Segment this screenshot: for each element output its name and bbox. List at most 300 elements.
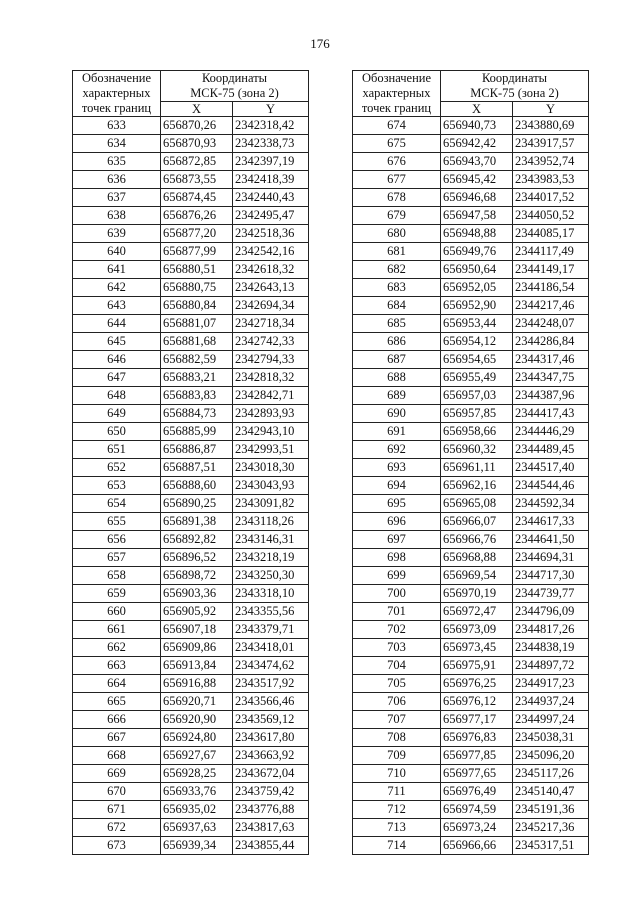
x-coordinate-cell: 656976,49: [441, 783, 513, 801]
point-number-cell: 641: [73, 261, 161, 279]
table-row: [73, 387, 309, 405]
x-coordinate-cell: 656880,75: [161, 279, 233, 297]
point-number-cell: 707: [353, 711, 441, 729]
x-coordinate-cell: 656954,12: [441, 333, 513, 351]
table-row: [353, 297, 589, 315]
table-row: [73, 729, 309, 747]
y-coordinate-cell: 2344544,46: [513, 477, 589, 495]
y-coordinate-cell: 2343218,19: [233, 549, 309, 567]
y-coordinate-cell: 2342742,33: [233, 333, 309, 351]
point-number-cell: 665: [73, 693, 161, 711]
point-number-cell: 634: [73, 135, 161, 153]
table-row: [73, 369, 309, 387]
point-number-cell: 684: [353, 297, 441, 315]
y-coordinate-cell: 2344117,49: [513, 243, 589, 261]
x-coordinate-cell: 656880,84: [161, 297, 233, 315]
y-coordinate-cell: 2344286,84: [513, 333, 589, 351]
point-number-cell: 659: [73, 585, 161, 603]
x-coordinate-cell: 656945,42: [441, 171, 513, 189]
point-number-cell: 673: [73, 837, 161, 855]
table-row: [73, 513, 309, 531]
y-coordinate-cell: 2345038,31: [513, 729, 589, 747]
table-row: [73, 495, 309, 513]
y-coordinate-cell: 2343418,01: [233, 639, 309, 657]
point-number-cell: 643: [73, 297, 161, 315]
table-row: [353, 405, 589, 423]
x-coordinate-cell: 656877,99: [161, 243, 233, 261]
x-coordinate-cell: 656952,05: [441, 279, 513, 297]
point-number-cell: 711: [353, 783, 441, 801]
table-row: [353, 243, 589, 261]
y-coordinate-cell: 2345191,36: [513, 801, 589, 819]
y-coordinate-cell: 2344517,40: [513, 459, 589, 477]
point-number-cell: 668: [73, 747, 161, 765]
table-row: [73, 297, 309, 315]
y-coordinate-cell: 2343663,92: [233, 747, 309, 765]
table-row: [73, 621, 309, 639]
table-row: [353, 333, 589, 351]
x-coordinate-cell: 656948,88: [441, 225, 513, 243]
y-coordinate-cell: 2344796,09: [513, 603, 589, 621]
table-row: [353, 189, 589, 207]
table-row: [353, 315, 589, 333]
x-coordinate-cell: 656874,45: [161, 189, 233, 207]
table-row: [353, 639, 589, 657]
table-row: [73, 423, 309, 441]
x-coordinate-cell: 656885,99: [161, 423, 233, 441]
table-row: [73, 711, 309, 729]
y-coordinate-cell: 2343118,26: [233, 513, 309, 531]
point-number-cell: 710: [353, 765, 441, 783]
table-row: [353, 495, 589, 513]
table-row: [73, 333, 309, 351]
table-row: [353, 351, 589, 369]
x-column-header: X: [161, 102, 233, 117]
y-coordinate-cell: 2343880,69: [513, 117, 589, 135]
x-coordinate-cell: 656883,21: [161, 369, 233, 387]
table-row: [73, 531, 309, 549]
point-number-cell: 692: [353, 441, 441, 459]
y-coordinate-cell: 2342542,16: [233, 243, 309, 261]
y-coordinate-cell: 2344592,34: [513, 495, 589, 513]
point-number-cell: 690: [353, 405, 441, 423]
coordinates-table-left: [72, 70, 309, 855]
x-coordinate-cell: 656949,76: [441, 243, 513, 261]
y-coordinate-cell: 2343566,46: [233, 693, 309, 711]
y-coordinate-cell: 2344446,29: [513, 423, 589, 441]
table-row: [73, 477, 309, 495]
y-coordinate-cell: 2344817,26: [513, 621, 589, 639]
point-number-cell: 694: [353, 477, 441, 495]
y-coordinate-cell: 2343146,31: [233, 531, 309, 549]
x-coordinate-cell: 656977,17: [441, 711, 513, 729]
y-coordinate-cell: 2345217,36: [513, 819, 589, 837]
y-coordinate-cell: 2342993,51: [233, 441, 309, 459]
x-coordinate-cell: 656888,60: [161, 477, 233, 495]
table-row: [73, 351, 309, 369]
point-number-cell: 666: [73, 711, 161, 729]
x-coordinate-cell: 656876,26: [161, 207, 233, 225]
x-coordinate-cell: 656896,52: [161, 549, 233, 567]
y-coordinate-cell: 2343569,12: [233, 711, 309, 729]
y-coordinate-cell: 2345096,20: [513, 747, 589, 765]
point-number-cell: 662: [73, 639, 161, 657]
point-number-cell: 685: [353, 315, 441, 333]
y-coordinate-cell: 2345317,51: [513, 837, 589, 855]
x-coordinate-cell: 656942,42: [441, 135, 513, 153]
x-coordinate-cell: 656920,71: [161, 693, 233, 711]
y-coordinate-cell: 2344694,31: [513, 549, 589, 567]
y-coordinate-cell: 2343018,30: [233, 459, 309, 477]
y-coordinate-cell: 2342794,33: [233, 351, 309, 369]
x-coordinate-cell: 656972,47: [441, 603, 513, 621]
y-coordinate-cell: 2344417,43: [513, 405, 589, 423]
table-row: [73, 639, 309, 657]
table-row: [353, 783, 589, 801]
y-coordinate-cell: 2342338,73: [233, 135, 309, 153]
table-row: [353, 603, 589, 621]
y-coordinate-cell: 2344050,52: [513, 207, 589, 225]
x-coordinate-cell: 656965,08: [441, 495, 513, 513]
y-coordinate-cell: 2344739,77: [513, 585, 589, 603]
point-number-cell: 636: [73, 171, 161, 189]
y-coordinate-cell: 2344617,33: [513, 513, 589, 531]
point-number-cell: 691: [353, 423, 441, 441]
x-coordinate-cell: 656950,64: [441, 261, 513, 279]
x-coordinate-cell: 656872,85: [161, 153, 233, 171]
y-coordinate-cell: 2344717,30: [513, 567, 589, 585]
y-column-header: Y: [233, 102, 309, 117]
x-coordinate-cell: 656947,58: [441, 207, 513, 225]
y-coordinate-cell: 2344017,52: [513, 189, 589, 207]
x-coordinate-cell: 656973,45: [441, 639, 513, 657]
x-coordinate-cell: 656928,25: [161, 765, 233, 783]
x-coordinate-cell: 656961,11: [441, 459, 513, 477]
point-number-cell: 689: [353, 387, 441, 405]
point-number-cell: 704: [353, 657, 441, 675]
y-coordinate-cell: 2342643,13: [233, 279, 309, 297]
table-row: [73, 765, 309, 783]
x-coordinate-cell: 656920,90: [161, 711, 233, 729]
x-coordinate-cell: 656940,73: [441, 117, 513, 135]
x-coordinate-cell: 656891,38: [161, 513, 233, 531]
y-column-header: Y: [513, 102, 589, 117]
table-row: [73, 585, 309, 603]
y-coordinate-cell: 2344387,96: [513, 387, 589, 405]
x-coordinate-cell: 656957,03: [441, 387, 513, 405]
table-row: [353, 171, 589, 189]
x-coordinate-cell: 656937,63: [161, 819, 233, 837]
x-coordinate-cell: 656952,90: [441, 297, 513, 315]
point-number-cell: 683: [353, 279, 441, 297]
x-coordinate-cell: 656880,51: [161, 261, 233, 279]
table-row: [73, 441, 309, 459]
point-number-cell: 648: [73, 387, 161, 405]
x-coordinate-cell: 656946,68: [441, 189, 513, 207]
table-row: [353, 135, 589, 153]
table-row: [73, 135, 309, 153]
x-coordinate-cell: 656935,02: [161, 801, 233, 819]
x-coordinate-cell: 656966,76: [441, 531, 513, 549]
x-coordinate-cell: 656976,25: [441, 675, 513, 693]
point-number-cell: 688: [353, 369, 441, 387]
point-number-cell: 655: [73, 513, 161, 531]
point-number-cell: 657: [73, 549, 161, 567]
point-number-cell: 652: [73, 459, 161, 477]
y-coordinate-cell: 2344997,24: [513, 711, 589, 729]
x-coordinate-cell: 656954,65: [441, 351, 513, 369]
point-number-cell: 658: [73, 567, 161, 585]
y-coordinate-cell: 2342518,36: [233, 225, 309, 243]
x-coordinate-cell: 656905,92: [161, 603, 233, 621]
point-number-cell: 671: [73, 801, 161, 819]
point-number-cell: 693: [353, 459, 441, 477]
point-number-cell: 638: [73, 207, 161, 225]
point-number-cell: 682: [353, 261, 441, 279]
point-number-cell: 680: [353, 225, 441, 243]
y-coordinate-cell: 2343983,53: [513, 171, 589, 189]
table-row: [73, 675, 309, 693]
x-coordinate-cell: 656943,70: [441, 153, 513, 171]
point-number-cell: 698: [353, 549, 441, 567]
y-coordinate-cell: 2343776,88: [233, 801, 309, 819]
point-number-cell: 712: [353, 801, 441, 819]
y-coordinate-cell: 2342397,19: [233, 153, 309, 171]
y-coordinate-cell: 2342418,39: [233, 171, 309, 189]
table-row: [353, 621, 589, 639]
point-number-cell: 696: [353, 513, 441, 531]
point-number-cell: 660: [73, 603, 161, 621]
x-coordinate-cell: 656913,84: [161, 657, 233, 675]
point-number-cell: 663: [73, 657, 161, 675]
y-coordinate-cell: 2342694,34: [233, 297, 309, 315]
y-coordinate-cell: 2343672,04: [233, 765, 309, 783]
y-coordinate-cell: 2344085,17: [513, 225, 589, 243]
x-coordinate-cell: 656884,73: [161, 405, 233, 423]
y-coordinate-cell: 2344186,54: [513, 279, 589, 297]
x-coordinate-cell: 656890,25: [161, 495, 233, 513]
table-row: [353, 225, 589, 243]
x-coordinate-cell: 656870,26: [161, 117, 233, 135]
y-coordinate-cell: 2344149,17: [513, 261, 589, 279]
table-row: [353, 675, 589, 693]
point-number-cell: 677: [353, 171, 441, 189]
point-number-cell: 633: [73, 117, 161, 135]
x-column-header: X: [441, 102, 513, 117]
y-coordinate-cell: 2343917,57: [513, 135, 589, 153]
table-row: [73, 405, 309, 423]
table-row: [73, 603, 309, 621]
x-coordinate-cell: 656881,07: [161, 315, 233, 333]
y-coordinate-cell: 2344317,46: [513, 351, 589, 369]
x-coordinate-cell: 656966,07: [441, 513, 513, 531]
table-row: [73, 279, 309, 297]
y-coordinate-cell: 2345140,47: [513, 783, 589, 801]
x-coordinate-cell: 656907,18: [161, 621, 233, 639]
point-number-cell: 674: [353, 117, 441, 135]
y-coordinate-cell: 2343517,92: [233, 675, 309, 693]
point-number-cell: 713: [353, 819, 441, 837]
table-row: [353, 261, 589, 279]
table-row: [73, 459, 309, 477]
point-number-cell: 664: [73, 675, 161, 693]
point-number-cell: 651: [73, 441, 161, 459]
point-number-cell: 653: [73, 477, 161, 495]
table-row: [353, 387, 589, 405]
point-number-cell: 642: [73, 279, 161, 297]
x-coordinate-cell: 656976,12: [441, 693, 513, 711]
y-coordinate-cell: 2342718,34: [233, 315, 309, 333]
table-row: [73, 549, 309, 567]
table-row: [73, 189, 309, 207]
table-row: [353, 531, 589, 549]
table-row: [73, 783, 309, 801]
y-coordinate-cell: 2343091,82: [233, 495, 309, 513]
y-coordinate-cell: 2344897,72: [513, 657, 589, 675]
point-number-cell: 650: [73, 423, 161, 441]
x-coordinate-cell: 656974,59: [441, 801, 513, 819]
x-coordinate-cell: 656870,93: [161, 135, 233, 153]
y-coordinate-cell: 2345117,26: [513, 765, 589, 783]
table-row: [353, 711, 589, 729]
y-coordinate-cell: 2343474,62: [233, 657, 309, 675]
x-coordinate-cell: 656939,34: [161, 837, 233, 855]
x-coordinate-cell: 656960,32: [441, 441, 513, 459]
table-row: [353, 369, 589, 387]
point-number-cell: 701: [353, 603, 441, 621]
point-number-cell: 672: [73, 819, 161, 837]
table-row: [353, 567, 589, 585]
x-coordinate-cell: 656968,88: [441, 549, 513, 567]
point-number-cell: 640: [73, 243, 161, 261]
point-number-cell: 687: [353, 351, 441, 369]
table-row: [73, 261, 309, 279]
point-number-cell: 705: [353, 675, 441, 693]
point-number-cell: 647: [73, 369, 161, 387]
point-number-cell: 697: [353, 531, 441, 549]
y-coordinate-cell: 2344347,75: [513, 369, 589, 387]
y-coordinate-cell: 2343855,44: [233, 837, 309, 855]
x-coordinate-cell: 656977,85: [441, 747, 513, 765]
table-row: [353, 729, 589, 747]
y-coordinate-cell: 2343043,93: [233, 477, 309, 495]
table-row: [353, 513, 589, 531]
x-coordinate-cell: 656969,54: [441, 567, 513, 585]
table-row: [353, 549, 589, 567]
point-number-cell: 714: [353, 837, 441, 855]
point-number-cell: 676: [353, 153, 441, 171]
point-number-cell: 675: [353, 135, 441, 153]
point-number-cell: 709: [353, 747, 441, 765]
x-coordinate-cell: 656975,91: [441, 657, 513, 675]
point-number-cell: 699: [353, 567, 441, 585]
point-number-cell: 679: [353, 207, 441, 225]
point-label-header: Обозначение характерных точек границ: [353, 71, 441, 117]
y-coordinate-cell: 2343759,42: [233, 783, 309, 801]
y-coordinate-cell: 2342943,10: [233, 423, 309, 441]
point-number-cell: 646: [73, 351, 161, 369]
point-number-cell: 670: [73, 783, 161, 801]
table-row: [73, 315, 309, 333]
table-row: [353, 657, 589, 675]
table-row: [353, 279, 589, 297]
x-coordinate-cell: 656958,66: [441, 423, 513, 441]
table-row: [353, 819, 589, 837]
table-row: [73, 657, 309, 675]
y-coordinate-cell: 2342495,47: [233, 207, 309, 225]
x-coordinate-cell: 656953,44: [441, 315, 513, 333]
point-number-cell: 681: [353, 243, 441, 261]
point-number-cell: 649: [73, 405, 161, 423]
point-number-cell: 635: [73, 153, 161, 171]
table-row: [353, 837, 589, 855]
x-coordinate-cell: 656892,82: [161, 531, 233, 549]
x-coordinate-cell: 656909,86: [161, 639, 233, 657]
y-coordinate-cell: 2342618,32: [233, 261, 309, 279]
y-coordinate-cell: 2344838,19: [513, 639, 589, 657]
table-row: [73, 207, 309, 225]
point-number-cell: 678: [353, 189, 441, 207]
table-row: [73, 117, 309, 135]
table-row: [73, 819, 309, 837]
table-row: [353, 801, 589, 819]
table-row: [73, 171, 309, 189]
point-number-cell: 708: [353, 729, 441, 747]
point-number-cell: 656: [73, 531, 161, 549]
table-row: [353, 117, 589, 135]
point-number-cell: 700: [353, 585, 441, 603]
table-row: [353, 693, 589, 711]
y-coordinate-cell: 2342318,42: [233, 117, 309, 135]
x-coordinate-cell: 656916,88: [161, 675, 233, 693]
y-coordinate-cell: 2344641,50: [513, 531, 589, 549]
point-number-cell: 695: [353, 495, 441, 513]
x-coordinate-cell: 656886,87: [161, 441, 233, 459]
point-label-header: Обозначение характерных точек границ: [73, 71, 161, 117]
x-coordinate-cell: 656973,24: [441, 819, 513, 837]
x-coordinate-cell: 656957,85: [441, 405, 513, 423]
x-coordinate-cell: 656962,16: [441, 477, 513, 495]
table-row: [73, 567, 309, 585]
x-coordinate-cell: 656924,80: [161, 729, 233, 747]
coordinates-group-header: Координаты МСК-75 (зона 2): [161, 71, 309, 102]
table-row: [353, 765, 589, 783]
table-row: [73, 225, 309, 243]
x-coordinate-cell: 656877,20: [161, 225, 233, 243]
page-number: 176: [310, 36, 330, 51]
x-coordinate-cell: 656887,51: [161, 459, 233, 477]
point-number-cell: 639: [73, 225, 161, 243]
x-coordinate-cell: 656903,36: [161, 585, 233, 603]
x-coordinate-cell: 656898,72: [161, 567, 233, 585]
y-coordinate-cell: 2344937,24: [513, 693, 589, 711]
table-row: [353, 585, 589, 603]
x-coordinate-cell: 656873,55: [161, 171, 233, 189]
table-row: [353, 153, 589, 171]
point-number-cell: 645: [73, 333, 161, 351]
table-row: [353, 423, 589, 441]
y-coordinate-cell: 2343379,71: [233, 621, 309, 639]
table-row: [73, 243, 309, 261]
point-number-cell: 702: [353, 621, 441, 639]
point-number-cell: 661: [73, 621, 161, 639]
table-row: [73, 153, 309, 171]
x-coordinate-cell: 656976,83: [441, 729, 513, 747]
point-number-cell: 706: [353, 693, 441, 711]
x-coordinate-cell: 656881,68: [161, 333, 233, 351]
x-coordinate-cell: 656882,59: [161, 351, 233, 369]
table-row: [353, 207, 589, 225]
